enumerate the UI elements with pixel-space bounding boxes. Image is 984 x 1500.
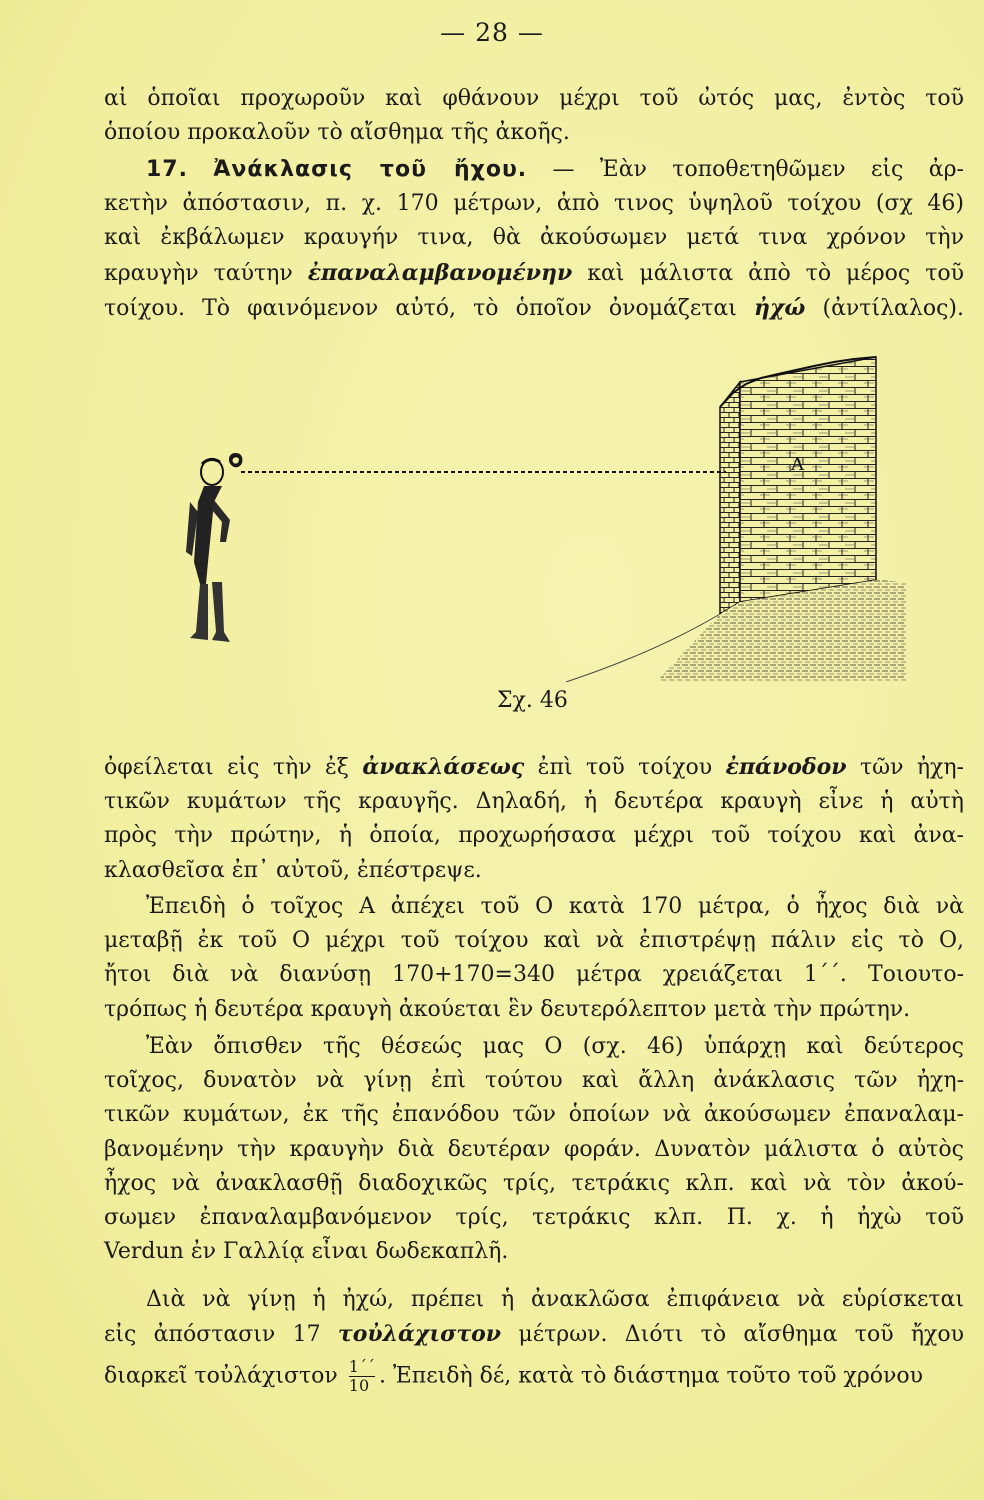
text-line bbox=[104, 291, 964, 326]
text-line: μεταβῇ ἐκ τοῦ Ο μέχρι τοῦ τοίχου καὶ νὰ ἐπιστρέψῃ πάλιν εἰς τὸ Ο, bbox=[104, 928, 964, 954]
man-figure bbox=[186, 459, 230, 642]
text-line: πρὸς τὴν πρώτην, ἡ ὁποία, προχωρήσασα μέχρι τοῦ τοίχου καὶ ἀνα- bbox=[104, 823, 964, 849]
emphasis-term: τοὐλάχιστον bbox=[337, 1321, 502, 1348]
text-line: Διὰ νὰ γίνῃ ἡ ἠχώ, πρέπει ἡ ἀνακλῶσα ἐπιφάνεια νὰ εὑρίσκεται bbox=[146, 1287, 964, 1312]
text-line: τοῖχος, δυνατὸν νὰ γίνῃ ἐπὶ τούτου καὶ ἄλλη ἀνάκλασις τῶν ἠχη- bbox=[104, 1068, 964, 1094]
wall-front bbox=[740, 357, 876, 602]
text-line: ἤτοι διὰ νὰ διανύσῃ 170+170=340 μέτρα χρειάζεται 1΄΄. Τοιουτο- bbox=[104, 962, 964, 988]
text-line: Verdun ἐν Γαλλίᾳ εἶναι δωδεκαπλῆ. bbox=[104, 1239, 509, 1265]
emphasis-term: ἐπαναλαμβανομένην bbox=[307, 259, 573, 286]
text-span: (ἀντίλαλος). bbox=[822, 295, 964, 321]
section-number: 17. bbox=[146, 157, 188, 182]
text-line: Ἐὰν ὄπισθεν τῆς θέσεώς μας Ο (σχ. 46) ὑπάρχῃ καὶ δεύτερος bbox=[146, 1034, 964, 1059]
figure-caption: Σχ. 46 bbox=[497, 688, 568, 713]
paragraph-6 bbox=[104, 1283, 964, 1395]
emphasis-term: ἀνακλάσεως bbox=[362, 754, 525, 780]
text-line: τικῶν κυμάτων τῆς κραυγῆς. Δηλαδή, ἡ δευτέρα κραυγὴ εἶνε ἡ αὐτὴ bbox=[104, 789, 964, 815]
text-span: διαρκεῖ τοὐλάχιστον bbox=[104, 1363, 338, 1389]
text-line: καὶ ἐκβάλωμεν κραυγήν τινα, θὰ ἀκούσωμεν μετά τινα χρόνον τὴν bbox=[104, 225, 964, 251]
text-line: τικῶν κυμάτων, ἐκ τῆς ἐπανόδου τῶν ὁποίων νὰ ἀκούσωμεν ἐπαναλαμ- bbox=[104, 1102, 964, 1128]
text-line: ὁποίου προκαλοῦν τὸ αἴσθημα τῆς ἀκοῆς. bbox=[104, 120, 570, 146]
text-line: κετὴν ἀπόστασιν, π. χ. 170 μέτρων, ἀπὸ τινος ὑψηλοῦ τοίχου (σχ 46) bbox=[104, 191, 964, 217]
paragraph-5 bbox=[104, 1030, 964, 1269]
text-line: κλασθεῖσα ἐπ᾽ αὐτοῦ, ἐπέστρεψε. bbox=[104, 857, 482, 883]
text-line: σωμεν ἐπαναλαμβανόμενον τρίς, τετράκις κλπ. Π. χ. ἡ ἠχὼ τοῦ bbox=[104, 1205, 964, 1231]
wall-side bbox=[720, 382, 740, 614]
fraction-numerator: 1΄΄ bbox=[348, 1357, 375, 1377]
echo-figure bbox=[186, 352, 906, 682]
section-17 bbox=[104, 153, 964, 326]
section-dash: — bbox=[552, 157, 575, 182]
text-span: τῶν ἠχη- bbox=[859, 755, 964, 780]
text-line bbox=[104, 750, 964, 785]
text-span: . Ἐπειδὴ δέ, κατὰ τὸ διάστημα τοῦτο τοῦ χρόνου bbox=[378, 1363, 924, 1389]
emphasis-term: ἐπάνοδον bbox=[725, 754, 847, 780]
text-span: ἐπὶ τοῦ τοίχου bbox=[537, 755, 713, 780]
text-span: κραυγὴν ταύτην bbox=[104, 260, 293, 286]
text-span: εἰς ἀπόστασιν 17 bbox=[104, 1322, 321, 1348]
text-line: τρόπως ἡ δευτέρα κραυγὴ ἀκούεται ἓν δευτερόλεπτον μετὰ τὴν πρώτην. bbox=[104, 996, 911, 1022]
text-line: ἦχος νὰ ἀνακλασθῇ διαδοχικῶς τρίς, τετράκις κλπ. καὶ νὰ τὸν ἀκού- bbox=[104, 1170, 964, 1196]
text-span: καὶ μάλιστα ἀπὸ τὸ μέρος τοῦ bbox=[587, 260, 964, 286]
text-line: αἱ ὁποῖαι προχωροῦν καὶ φθάνουν μέχρι τοῦ ὠτός μας, ἐντὸς τοῦ bbox=[104, 86, 964, 111]
text-span: ὀφείλεται εἰς τὴν ἐξ bbox=[104, 755, 349, 780]
text-line: Ἐὰν τοποθετηθῶμεν εἰς ἀρ- bbox=[599, 157, 964, 182]
text-line: Ἐπειδὴ ὁ τοῖχος Α ἀπέχει τοῦ Ο κατὰ 170 μέτρα, ὁ ἦχος διὰ νὰ bbox=[146, 894, 964, 919]
paragraph-4 bbox=[104, 890, 964, 1027]
text-span: μέτρων. Διότι τὸ αἴσθημα τοῦ ἤχου bbox=[518, 1322, 964, 1348]
paragraph-3 bbox=[104, 750, 964, 888]
page-number: — 28 — bbox=[440, 18, 544, 47]
text-line bbox=[104, 1317, 964, 1352]
paragraph-1 bbox=[104, 82, 964, 150]
wall-label-a: Α bbox=[791, 454, 804, 475]
fraction bbox=[349, 1358, 375, 1395]
section-title: Ἀνάκλασις τοῦ ἤχου. bbox=[213, 157, 528, 182]
text-line: βανομένην τὴν κραυγὴν διὰ δευτέραν φοράν. Δυνατὸν μάλιστα ὁ αὐτὸς bbox=[104, 1136, 964, 1162]
text-line bbox=[104, 1358, 964, 1395]
text-line bbox=[104, 256, 964, 291]
section-heading-line bbox=[104, 153, 964, 187]
emphasis-term: ἠχώ bbox=[753, 294, 806, 321]
figure-label-o: Ο bbox=[228, 450, 244, 471]
text-span: τοίχου. Τὸ φαινόμενον αὐτό, τὸ ὁποῖον ὀνομάζεται bbox=[104, 295, 737, 321]
fraction-denominator: 10 bbox=[349, 1376, 375, 1395]
